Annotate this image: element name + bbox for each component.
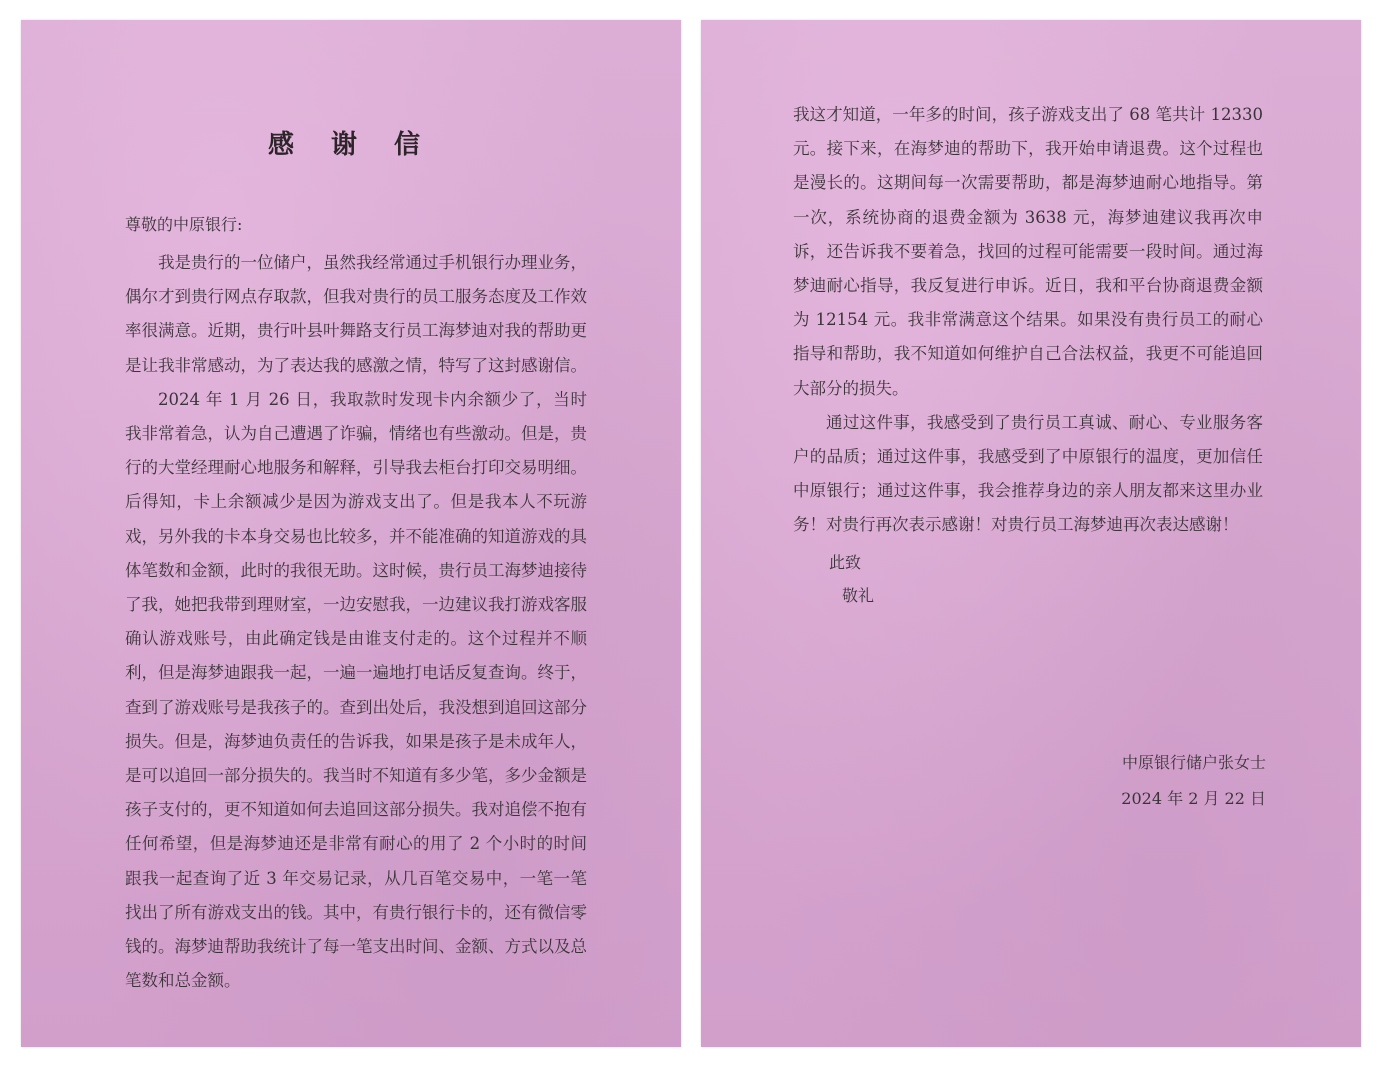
paragraph-continuation: 我这才知道，一年多的时间，孩子游戏支出了 68 笔共计 12330 元。接下来，在海梦迪的帮助下，我开始申请退费。这个过程也是漫长的。这期间每一次需要帮助，都是海梦迪耐心地指导。第一次，系统协商的退费金额为 3638 元，海梦迪建议我再次申诉，还告诉我不要着急，找回的过程可能需要一段时间。通过海梦迪耐心指导，我反复进行申诉。近日，我和平台协商退费金额为 12154 元。我非常满意这个结果。如果没有贵行员工的耐心指导和帮助，我不知道如何维护自己合法权益，我更不可能追回大部分的损失。: [793, 105, 1263, 398]
closing-line-1: 此致: [829, 553, 862, 572]
left-body: [125, 246, 587, 998]
letter-date: 2024 年 2 月 22 日: [1121, 789, 1266, 808]
paragraph-incident: 2024 年 1 月 26 日，我取款时发现卡内余额少了，当时我非常着急，认为自己遭遇了诈骗，情绪也有些激动。但是，贵行的大堂经理耐心地服务和解释，引导我去柜台打印交易明细。后得知，卡上余额减少是因为游戏支出了。但是我本人不玩游戏，另外我的卡本身交易也比较多，并不能准确的知道游戏的具体笔数和金额，此时的我很无助。这时候，贵行员工海梦迪接待了我，她把我带到理财室，一边安慰我，一边建议我打游戏客服确认游戏账号，由此确定钱是由谁支付走的。这个过程并不顺利，但是海梦迪跟我一起，一遍一遍地打电话反复查询。终于，查到了游戏账号是我孩子的。查到出处后，我没想到追回这部分损失。但是，海梦迪负责任的告诉我，如果是孩子是未成年人，是可以追回一部分损失的。我当时不知道有多少笔，多少金额是孩子支付的，更不知道如何去追回这部分损失。我对追偿不抱有任何希望，但是海梦迪还是非常有耐心的用了 2 个小时的时间跟我一起查询了近 3 年交易记录，从几百笔交易中，一笔一笔找出了所有游戏支出的钱。其中，有贵行银行卡的，还有微信零钱的。海梦迪帮助我统计了每一笔支出时间、金额、方式以及总笔数和总金额。: [125, 389, 587, 991]
paragraph-intro: 我是贵行的一位储户，虽然我经常通过手机银行办理业务，偶尔才到贵行网点存取款，但我对贵行的员工服务态度及工作效率很满意。近期，贵行叶县叶舞路支行员工海梦迪对我的帮助更是让我非常感动，为了表达我的感激之情，特写了这封感谢信。: [125, 253, 587, 375]
letter-page-right: [701, 20, 1361, 1047]
salutation: 尊敬的中原银行:: [125, 215, 243, 234]
closing-line-2: 敬礼: [842, 586, 875, 605]
right-body: [793, 98, 1263, 543]
letter-title: 感 谢 信: [267, 130, 435, 160]
letter-page-left: [21, 20, 681, 1047]
paragraph-gratitude: 通过这件事，我感受到了贵行员工真诚、耐心、专业服务客户的品质；通过这件事，我感受到了中原银行的温度，更加信任中原银行；通过这件事，我会推荐身边的亲人朋友都来这里办业务！对贵行再次表示感谢！对贵行员工海梦迪再次表达感谢！: [793, 412, 1263, 535]
signer-name: 中原银行储户张女士: [1121, 753, 1266, 772]
